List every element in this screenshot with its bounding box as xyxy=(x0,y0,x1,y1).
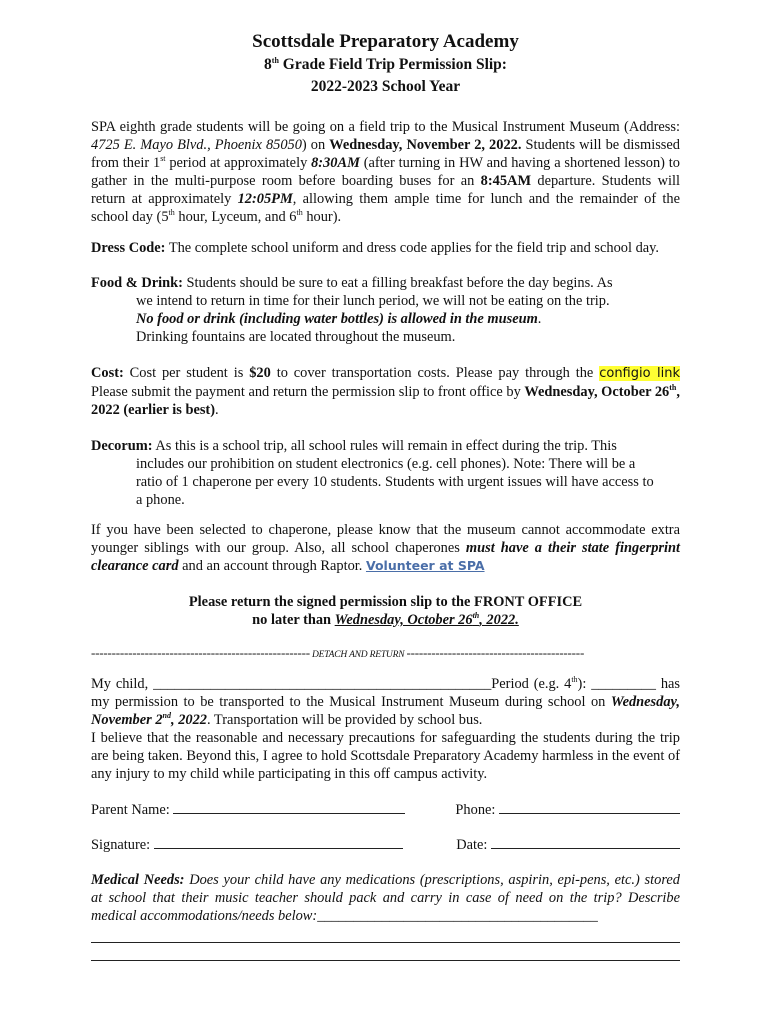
cost-section xyxy=(91,364,680,419)
period-suffix: st xyxy=(160,154,166,164)
intro-text-4: period at approximately xyxy=(165,155,312,171)
return-deadline xyxy=(335,612,519,628)
food-line-4: Drinking fountains are located throughout the museum. xyxy=(136,329,456,345)
departure-time: 8:45AM xyxy=(480,173,532,189)
phone-group xyxy=(455,801,680,819)
food-line-1 xyxy=(91,274,680,292)
return-deadline-end: , 2022. xyxy=(479,612,519,628)
consent-date-text: Wednesday, November 2 xyxy=(91,694,680,728)
dress-code-section xyxy=(91,239,680,257)
date-label: Date: xyxy=(456,837,491,853)
cost-text-2: to cover transportation costs. Please pay through the xyxy=(270,365,600,381)
food-line-2: we intend to return in time for their lunch period, we will not be eating on the trip. xyxy=(136,293,610,309)
configio-link[interactable]: configio link xyxy=(599,366,680,381)
return-notice-line-2 xyxy=(91,611,680,629)
period-field[interactable]: _________ xyxy=(591,676,656,692)
grade-suffix: th xyxy=(271,55,279,65)
medical-needs-text: Does your child have any medications (prescriptions, aspirin, epi-pens, etc.) stored at school that their music teacher should pack and carry in case of need on the trip? Describe medical accommodations/needs below: xyxy=(91,872,681,924)
dismissal-time: 8:30AM xyxy=(311,155,360,171)
hour-suffix-5: th xyxy=(168,208,175,218)
cost-text-1: Cost per student is xyxy=(123,365,250,381)
food-line-3 xyxy=(91,310,680,328)
phone-field[interactable] xyxy=(499,801,680,814)
volunteer-link[interactable]: Volunteer at SPA xyxy=(365,558,485,573)
detach-dashes-left: ----------------------------------------------------- xyxy=(91,645,310,660)
signature-date-row xyxy=(91,836,680,854)
intro-text-8: hour, Lyceum, and 6 xyxy=(174,209,297,225)
dress-code-text: The complete school uniform and dress code applies for the field trip and school day. xyxy=(165,240,660,256)
consent-text-2: . Transportation will be provided by school bus. xyxy=(206,712,483,728)
intro-paragraph xyxy=(91,118,680,226)
consent-paragraph xyxy=(91,675,680,729)
hour-suffix-6: th xyxy=(296,208,303,218)
date-field[interactable] xyxy=(491,836,680,849)
intro-text-9: hour). xyxy=(302,209,342,225)
medical-needs-line-1[interactable] xyxy=(91,925,680,943)
document-header xyxy=(91,30,680,98)
return-notice-prefix: no later than xyxy=(252,612,335,628)
phone-label: Phone: xyxy=(455,802,499,818)
my-child-label: My child, xyxy=(91,676,154,692)
signature-field[interactable] xyxy=(154,836,403,849)
intro-text-1: SPA eighth grade students will be going on a field trip to the Musical Instrument Museum (Address: xyxy=(91,119,680,135)
payment-deadline-end: , 2022 (earlier is best) xyxy=(91,384,680,418)
return-time: 12:05PM xyxy=(237,191,293,207)
intro-text-7: , allowing them ample time for lunch and the remainder of the school day (5 xyxy=(91,191,680,225)
signature-group xyxy=(91,836,403,854)
return-notice xyxy=(91,593,680,629)
signature-label: Signature: xyxy=(91,837,154,853)
food-drink-section xyxy=(91,274,680,346)
consent-date-suffix: nd xyxy=(162,711,171,721)
parent-name-label: Parent Name: xyxy=(91,802,174,818)
decorum-section xyxy=(91,437,680,509)
permission-slip-document xyxy=(91,30,680,961)
intro-text-6: departure. Students will return at approximately xyxy=(91,173,680,207)
medical-needs-field[interactable]: _______________________________________ xyxy=(317,908,598,924)
grade-number: 8 xyxy=(264,56,272,73)
chaperone-text-1: If you have been selected to chaperone, please know that the museum cannot accommodate extra younger siblings with our group. Also, all school chaperones xyxy=(91,522,680,556)
cost-amount: $20 xyxy=(249,365,271,381)
intro-text-5: (after turning in HW and having a shortened lesson) to gather in the multi-purpose room before boarding buses for an xyxy=(91,155,680,189)
detach-label: DETACH AND RETURN xyxy=(309,650,407,660)
payment-deadline-suffix: th xyxy=(669,383,677,393)
slip-title xyxy=(91,54,680,76)
school-name: Scottsdale Preparatory Academy xyxy=(252,31,519,52)
fingerprint-requirement: must have a their state fingerprint clearance card xyxy=(91,540,681,574)
medical-needs-line-2[interactable] xyxy=(91,943,680,961)
decorum-line-3: ratio of 1 chaperone per every 10 students. Students with urgent issues will have access to xyxy=(136,474,654,490)
cost-text-4: . xyxy=(215,402,219,418)
slip-title-text: Grade Field Trip Permission Slip: xyxy=(278,56,507,73)
period-label-end: ): xyxy=(577,676,592,692)
museum-address: 4725 E. Mayo Blvd., Phoenix 85050 xyxy=(91,137,302,153)
decorum-line-4: a phone. xyxy=(136,492,185,508)
chaperone-text-2: and an account through Raptor. xyxy=(178,558,366,574)
food-drink-label: Food & Drink: xyxy=(91,275,183,291)
no-food-notice: No food or drink (including water bottles) is allowed in the museum xyxy=(136,311,538,327)
cost-label: Cost: xyxy=(91,365,124,381)
parent-phone-row xyxy=(91,801,680,819)
date-group xyxy=(456,836,680,854)
decorum-line-1 xyxy=(91,437,680,455)
food-line-3-end: . xyxy=(537,311,542,327)
medical-needs-label: Medical Needs: xyxy=(91,872,185,888)
period-label: Period (e.g. 4 xyxy=(491,676,572,692)
return-deadline-date: Wednesday, October 26 xyxy=(334,612,473,628)
medical-needs-section xyxy=(91,871,680,925)
child-name-field[interactable]: _______________________________________________ xyxy=(153,676,492,692)
consent-date-end: , 2022 xyxy=(171,712,207,728)
period-example-suffix: th xyxy=(571,675,578,685)
cost-text-3: Please submit the payment and return the permission slip to front office by xyxy=(91,384,525,400)
food-text-1: Students should be sure to eat a filling breakfast before the day begins. As xyxy=(182,275,613,291)
return-notice-line-1: Please return the signed permission slip to the FRONT OFFICE xyxy=(188,594,583,610)
trip-date: Wednesday, November 2, 2022. xyxy=(329,137,522,153)
parent-name-field[interactable] xyxy=(173,801,405,814)
intro-text-3: Students will be dismissed from their 1 xyxy=(91,137,680,171)
decorum-label: Decorum: xyxy=(91,438,153,454)
school-year: 2022-2023 School Year xyxy=(310,78,461,95)
decorum-text-1: As this is a school trip, all school rules will remain in effect during the trip. This xyxy=(152,438,617,454)
liability-paragraph: I believe that the reasonable and necessary precautions for safeguarding the students during the trip are being taken. Beyond this, I agree to hold Scottsdale Preparatory Academy harmless in the event of any injury to my child while participating in this off campus activity. xyxy=(91,730,680,782)
detach-line xyxy=(91,645,680,661)
detach-dashes-right: ------------------------------------------- xyxy=(406,645,585,660)
intro-text-2: ) on xyxy=(301,137,330,153)
consent-text-1: has my permission to be transported to the Musical Instrument Museum during school on xyxy=(91,676,680,710)
decorum-line-2: includes our prohibition on student electronics (e.g. cell phones). Note: There will be a xyxy=(136,456,636,472)
chaperone-section xyxy=(91,521,680,575)
dress-code-label: Dress Code: xyxy=(91,240,166,256)
parent-name-group xyxy=(91,801,405,819)
payment-deadline-date: Wednesday, October 26 xyxy=(524,384,670,400)
return-deadline-suffix: th xyxy=(472,611,480,621)
